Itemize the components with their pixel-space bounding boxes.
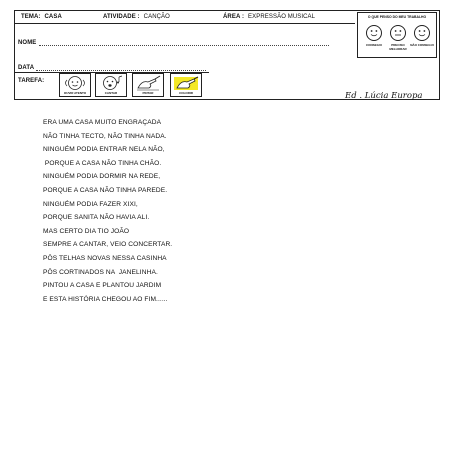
area-value: EXPRESSÃO MUSICAL	[248, 14, 316, 20]
lyric-line: SEMPRE A CANTAR, VEIO CONCERTAR.	[43, 241, 173, 249]
self-evaluation-box	[357, 12, 437, 58]
lyric-line: E ESTA HISTÓRIA CHEGOU AO FIM......	[43, 295, 168, 303]
painting-hand-icon	[133, 74, 163, 92]
row-divider	[15, 23, 355, 24]
lyric-line: NÃO TINHA TECTO, NÃO TINHA NADA.	[43, 132, 167, 140]
lyric-line: NINGUÉM PODIA ENTRAR NELA NÃO,	[43, 146, 165, 154]
task-cantar	[95, 73, 127, 97]
atividade-field	[103, 14, 170, 20]
lyric-line: PÔS CORTINADOS NA JANELINHA.	[43, 268, 158, 276]
data-field[interactable]	[36, 70, 206, 71]
listening-face-icon	[60, 74, 90, 92]
task-pintar	[132, 73, 164, 97]
task-label: OUVIR ATENTO	[63, 91, 87, 95]
coloring-hand-icon	[171, 74, 201, 92]
task-label: COLORIR	[179, 91, 193, 95]
singing-face-icon	[96, 74, 126, 92]
lyric-line: ERA UMA CASA MUITO ENGRAÇADA	[43, 119, 162, 126]
happy-face-icon[interactable]	[366, 25, 382, 41]
area-label: ÁREA :	[223, 14, 245, 20]
nome-label: NOME	[18, 40, 37, 46]
lyric-line: PINTOU A CASA E PLANTOU JARDIM	[43, 282, 162, 290]
face-label: PRECISO MELHORAR	[389, 43, 407, 51]
lyric-line: NINGUÉM PODIA FAZER XIXI,	[43, 200, 138, 208]
lyric-line: PORQUE SANITA NÃO HAVIA ALI.	[43, 214, 150, 222]
task-ouvir	[59, 73, 91, 97]
header-box	[14, 10, 440, 100]
nome-field[interactable]	[39, 45, 329, 46]
task-label: CANTAR	[104, 91, 118, 95]
data-label: DATA	[18, 65, 35, 71]
tema-field	[21, 14, 62, 20]
lyric-line: MAS CERTO DIA TIO JOÃO	[43, 227, 130, 235]
tema-label: TEMA:	[21, 14, 41, 20]
neutral-face-icon[interactable]	[390, 25, 406, 41]
lyric-line: PORQUE A CASA NÃO TINHA PAREDE.	[43, 186, 168, 194]
atividade-value: CANÇÃO	[143, 14, 170, 20]
face-label: NÃO CONSEGUI	[410, 43, 434, 47]
lyric-line: PÔS TELHAS NOVAS NESSA CASINHA	[43, 254, 167, 262]
task-label: PINTAR	[142, 91, 154, 95]
atividade-label: ATIVIDADE :	[103, 14, 140, 20]
smiley-face-icon[interactable]	[414, 25, 430, 41]
face-label: CONSEGUI	[365, 43, 382, 47]
tarefa-label: TAREFA:	[18, 78, 45, 84]
task-colorir	[170, 73, 202, 97]
tema-value: CASA	[44, 14, 62, 20]
teacher-signature: Ed . Lúcia Europa	[345, 91, 423, 101]
song-lyrics	[43, 116, 172, 306]
lyric-line: PORQUE A CASA NÃO TINHA CHÃO.	[43, 159, 162, 167]
self-evaluation-title: O QUE PENSO DO MEU TRABALHO	[367, 15, 427, 19]
area-field	[223, 14, 315, 20]
lyric-line: NINGUÉM PODIA DORMIR NA REDE,	[43, 173, 161, 181]
